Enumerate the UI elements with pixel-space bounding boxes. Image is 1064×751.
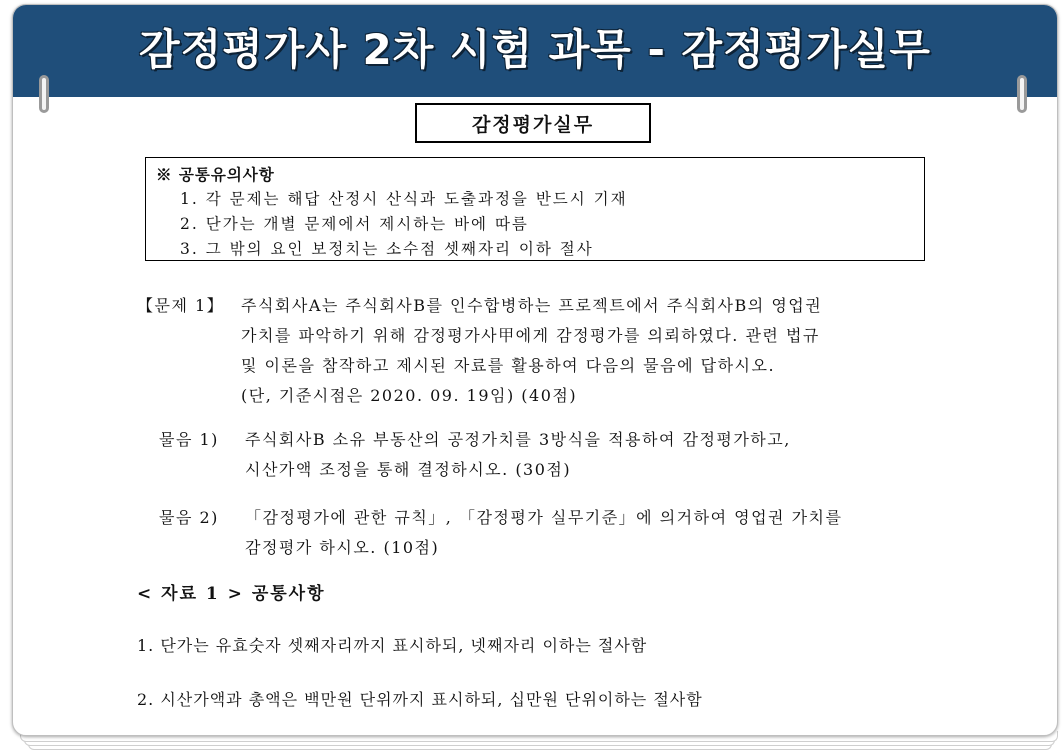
binder-ring-icon bbox=[1017, 75, 1027, 113]
notice-item: 2. 단가는 개별 문제에서 제시하는 바에 따름 bbox=[180, 215, 529, 233]
question-2 bbox=[159, 503, 842, 563]
common-rule: 1. 단가는 유효숫자 셋째자리까지 표시하되, 넷째자리 이하는 절사함 bbox=[137, 636, 648, 655]
notice-item: 1. 각 문제는 해답 산정시 산식과 도출과정을 반드시 기재 bbox=[180, 190, 628, 208]
question-line: 감정평가 하시오. (10점) bbox=[245, 538, 440, 557]
header-banner bbox=[13, 5, 1057, 97]
question-label: 물음 2) bbox=[159, 508, 219, 527]
question-label: 물음 1) bbox=[159, 430, 219, 449]
question-text: 「감정평가에 관한 규칙」, 「감정평가 실무기준」에 의거하여 영업권 가치를 bbox=[245, 508, 843, 527]
problem-line bbox=[137, 291, 822, 321]
common-notice-box bbox=[145, 157, 925, 261]
question-text: 주식회사B 소유 부동산의 공정가치를 3방식을 적용하여 감정평가하고, bbox=[245, 430, 791, 449]
question-line bbox=[159, 503, 842, 533]
notice-item: 3. 그 밖의 요인 보정치는 소수점 셋째자리 이하 절사 bbox=[180, 240, 594, 258]
document-card bbox=[12, 4, 1058, 736]
problem-line: 및 이론을 참작하고 제시된 자료를 활용하여 다음의 물음에 답하시오. bbox=[241, 356, 776, 375]
question-1 bbox=[159, 425, 791, 485]
problem-line: 가치를 파악하기 위해 감정평가사甲에게 감정평가를 의뢰하였다. 관련 법규 bbox=[241, 326, 820, 345]
problem-line: (단, 기준시점은 2020. 09. 19임) (40점) bbox=[241, 386, 578, 405]
problem-1 bbox=[137, 291, 822, 411]
question-line bbox=[159, 425, 791, 455]
notice-title: ※ 공통유의사항 bbox=[156, 165, 275, 184]
common-rule: 2. 시산가액과 총액은 백만원 단위까지 표시하되, 십만원 단위이하는 절사함 bbox=[137, 690, 703, 709]
subject-title-box bbox=[415, 103, 651, 143]
section-title: < 자료 1 > 공통사항 bbox=[137, 584, 326, 604]
binder-ring-icon bbox=[39, 75, 49, 113]
problem-label: 【문제 1】 bbox=[137, 296, 225, 315]
subject-title: 감정평가실무 bbox=[471, 113, 595, 136]
header-title: 감정평가사 2차 시험 과목 - 감정평가실무 bbox=[139, 25, 931, 74]
question-line: 시산가액 조정을 통해 결정하시오. (30점) bbox=[245, 460, 572, 479]
problem-text: 주식회사A는 주식회사B를 인수합병하는 프로젝트에서 주식회사B의 영업권 bbox=[241, 296, 823, 315]
